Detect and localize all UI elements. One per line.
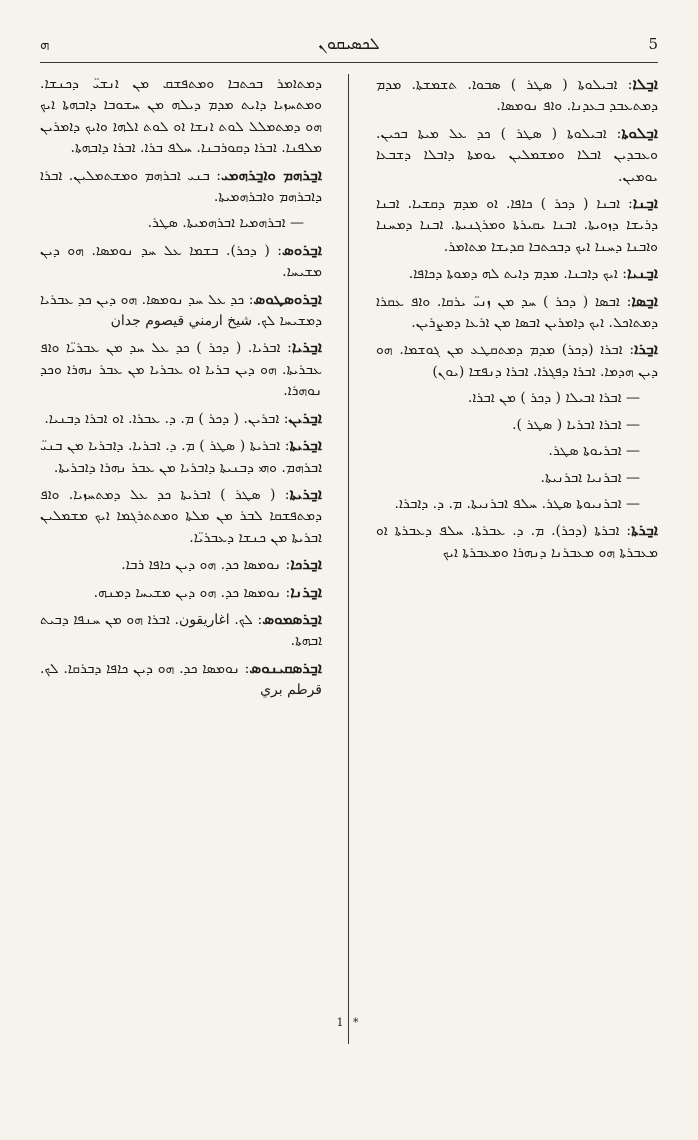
entry-headword: ܐ̱ܒܪܐ <box>634 340 658 359</box>
dictionary-entry <box>40 213 322 234</box>
entry-arabic-gloss: قرطم بري <box>260 682 322 699</box>
entry-text: : ܒܢܝ ܐܒܪܗܡ ܘܡܫܬܡܠܝܢ. ܐܒܪܐ ܕܐܒܪܗܡ ܘܐܒܪܗܡܝܬܐ. <box>40 167 322 206</box>
entry-headword: ܐ̱ܒܪܝܬܐ <box>289 436 322 455</box>
entry-text: : ܐܒܪܐ (ܕܟܪ) ܡܕܡ ܕܡܬܩܛܥ ܡܢ ܓܘܫܡܐ. ܗܘ ܕܝܢ ܗܕܡܐ. ܐܒܪܐ ܕܦܓܪܐ. ܐܒܪܐ ܕܢܦܫܐ (ܝܘܢ) <box>376 342 658 380</box>
entry-text: : ܐܝܟ ܕܐܒܢܐ. ܡܕܡ ܕܐܝܬ ܠܗ ܕܡܘܬܐ ܕܟܐܦܐ. <box>408 266 627 283</box>
entry-headword: ܐ̱ܒܪܟܐ <box>290 555 322 574</box>
entry-headword: ܐ̱ܒܠܘܬܐ <box>621 123 658 142</box>
dictionary-entry <box>376 441 658 462</box>
entry-headword: ܐ̱ܒܪܗܡ ܘܐ̱ܒܪܗܡܝ <box>220 165 322 184</box>
page-number-syriac: ܗ <box>40 35 50 53</box>
dictionary-entry <box>376 520 658 564</box>
entry-text: ܕܡܬܐܡܪ ܒܟܬܒܐ ܘܡܬܦܫܩ ܡܢ ܐܢܫܝ̈ ܕܟܢܫܐ. ܘܡܬܚܙܝܐ ܕܐܝܬ ܡܕܡ ܕܝܠܗ ܡܢ ܚܫܘܒܐ ܕܐܒܗܬܐ ܐܝܟ ܗܘ ܕܡܬܡܠܠ ܠܘܬ ܐܢܫܐ ܐܘ ܠܘܬ ܐܠܗܐ ܘܐܝܟ ܕܐܡܪܝܢ ܡܠܦܢܐ. ܐܒܪܐ ܕܩܘܪܒܢܐ. ܚܠܦ ܒܪܐ. ܐܒܪܐ ܕܐܒܗܬܐ. <box>40 76 322 157</box>
entry-text: — ܐܒܪܝܘܬܐ ܣܛܪ. <box>548 443 640 460</box>
entry-headword: ܐ̱ܒܪܢܐ <box>290 582 322 601</box>
entry-text: : ( ܕܟܪ). ܒܫܡܐ ܥܠ ܚܕ ܢܘܡܣܐ. ܗܘ ܕܝܢ ܡܫܝܚܐ. <box>40 242 322 281</box>
dictionary-entry <box>376 494 658 515</box>
header-rule <box>40 62 658 63</box>
dictionary-entry <box>40 609 322 653</box>
right-column <box>376 74 658 569</box>
dictionary-entry <box>40 658 322 702</box>
dictionary-entry <box>376 468 658 489</box>
entry-headword: ܐ̱ܒܢܝܐ <box>626 264 658 283</box>
entry-text: — ܐܒܪܢܝܘܬܐ ܣܛܪ. ܚܠܦ ܐܒܪܢܝܬܐ. ܡ. ܕ. ܕܐܒܪܐ. <box>394 495 640 512</box>
dictionary-entry <box>40 554 322 576</box>
entry-text: : ܠܟ. اغاريقون. ܐܒܪܐ ܗܘ ܡܢ ܚܢܦܐ ܕܒܝܬ ܐܒܗܬܐ. <box>40 611 322 650</box>
entry-headword: ܐ̱ܒܪܘܣܛܘܣ <box>253 289 322 308</box>
dictionary-entry <box>376 74 658 118</box>
entry-headword: ܐ̱ܒܪܣܩܝܢܘܣ <box>249 658 322 677</box>
entry-headword: ܐ̱ܒܪܝܐ <box>291 338 322 357</box>
entry-text: : ܢܘܡܣܐ ܟܕ. ܗܘ ܕܝܢ ܡܫܝܚܐ ܕܡܢܗ. <box>93 584 291 601</box>
dictionary-entry <box>40 165 322 209</box>
entry-text: — ܐܒܪܐ ܐܒܪܝܐ ( ܣܛܪ ). <box>512 416 640 433</box>
entry-text: : ܐܒܪܬܐ (ܕܟܪ). ܡ. ܕ. ܥܒܪܬܐ. ܚܠܦ ܕܥܒܪܬܐ ܐܘ ܡܥܒܪܬܐ ܗܘ ܡܥܒܪܢܐ ܕܢܗܪܐ ܘܡܥܒܪܬܐ ܐܝܟ <box>376 523 658 561</box>
dictionary-entry <box>40 289 322 333</box>
dictionary-entry <box>40 435 322 479</box>
entry-headword: ܐ̱ܒܪܝܢ <box>288 408 322 427</box>
entry-headword: ܐ̱ܒܣܐ <box>631 291 658 310</box>
entry-headword: ܐ̱ܒܪܘܣ <box>282 240 322 259</box>
entry-text: : ܐܒܝܠܘܬܐ ( ܣܛܪ ) ܣܒܘܐ. ܬܫܡܫܬܐ. ܡܕܡ ܕܡܬܥܒܕ ܒܥܕܢܐ. ܘܐܦ ܢܘܡܣܐ. <box>376 77 658 115</box>
dictionary-entry <box>40 337 322 402</box>
dictionary-entry <box>40 74 322 160</box>
dictionary-entry <box>376 263 658 285</box>
entry-text: — ܐܒܪܐ ܐܒܝܠܐ ( ܕܟܪ ) ܡܢ ܐܒܪܐ. <box>467 390 640 407</box>
entry-text: : ܐܒܢܐ ( ܕܟܪ ) ܟܐܦܐ. ܐܘ ܡܕܡ ܕܩܫܝܐ. ܐܒܢܐ ܕܪܝܫܐ ܕܙܘܝܬܐ. ܐܒܢܐ ܝܩܝܪܬܐ ܘܡܪܓܢܝܬܐ. ܐܒܢܐ ܕܡܚܢܐ ܘܐܒܢܐ ܕܚܢܐ ܐܝܟ ܕܒܟܬܒܐ ܩܕܝܫܐ ܡܬܐܡܪ. <box>376 196 658 255</box>
entry-headword: ܐ̱ܒܠܐ <box>632 75 658 93</box>
entry-headword: ܐ̱ܒܪܝܬܐ <box>289 484 322 503</box>
entry-headword: ܐ̱ܒܢܐ <box>632 194 658 213</box>
entry-text: — ܐܒܪܢܝܐ ܐܒܪܢܝܬܐ. <box>540 469 640 486</box>
entry-text: — ܐܒܪܗܡܝܐ ܐܒܪܗܡܝܬܐ. ܣܛܪ. <box>147 215 304 232</box>
running-title: ܠܟܣܝܩܘܢ <box>318 34 380 53</box>
dictionary-entry <box>376 388 658 409</box>
entry-text: : ܐܒܣܐ ( ܕܟܪ ) ܚܕ ܡܢ ܙܢܝ̈ ܝܪܩܐ. ܘܐܦ ܥܩܪܐ ܕܡܬܐܟܠ. ܐܝܟ ܕܐܡܪܝܢ ܐܒܣܐ ܡܢ ܐܪܥܐ ܕܡܨܪܝܢ. <box>376 293 658 332</box>
entry-text: : ܐܒܪܝܬܐ ( ܣܛܪ ) ܡ. ܕ. ܐܒܪܝܐ. ܕܐܒܪܝܐ ܡܢ ܒܢܝ̈ ܐܒܪܗܡ. ܘܗܝ ܕܒܢܝܬܐ ܕܐܒܪܝܐ ܡܢ ܥܒܪ ܢܗܪܐ ܕܐܒܪܝܬܐ. <box>40 438 322 476</box>
entry-text: : ܐܒܪܝܐ. ( ܕܟܪ ) ܟܕ ܥܠ ܚܕ ܡܢ ܥܒܪܝ̈ܐ ܘܐܦ ܥܒܪܝܬܐ. ܗܘ ܕܝܢ ܒܪܝܐ ܐܘ ܥܒܪܝܐ ܡܢ ܥܒܪ ܢܗܪܐ ܘܟܕ ܢܘܗܪܐ. <box>40 340 322 400</box>
entry-headword: ܐ̱ܒܪܬܐ <box>631 521 658 540</box>
dictionary-entry <box>376 339 658 383</box>
entry-headword: ܐ̱ܒܪܣܡܘܣ <box>262 609 322 628</box>
entry-arabic-gloss: شيخ ارمني قيصوم جدان <box>110 313 253 330</box>
signature-mark: 1 * <box>336 1016 362 1029</box>
dictionary-entry <box>40 240 322 284</box>
entry-text: : ܢܘܡܣܐ ܟܕ. ܗܘ ܕܝܢ ܟܐܦܐ ܪܒܐ. <box>121 557 291 574</box>
dictionary-entry <box>40 484 322 549</box>
entry-text: : ܐܒܪܝܢ. ( ܕܟܪ ) ܡ. ܕ. ܥܒܪܐ. ܐܘ ܐܒܪܐ ܕܒܢܝܐ. <box>44 410 289 427</box>
dictionary-entry <box>376 193 658 258</box>
dictionary-entry <box>40 408 322 430</box>
left-column <box>40 74 322 707</box>
entry-text: : ܐܒܝܠܘܬܐ ( ܣܛܪ ) ܟܕ ܥܠ ܡܝܬܐ ܒܟܝܢ. ܘܥܒܕܝܢ ܐܒܠܐ ܘܡܫܡܠܝܢ ܝܘܡܬܐ ܕܐܒܠܐ ܕܫܒܥܐ ܝܘܡܝܢ. <box>376 125 658 185</box>
entry-text: : ( ܣܛܪ ) ܐܒܪܝܬܐ ܟܕ ܥܠ ܕܡܬܚܙܝܐ. ܘܐܦ ܕܡܬܦܫܩܐ ܠܒܪ ܡܢ ܡܠܬܐ ܘܡܬܬܪܓܡܐ ܐܝܟ ܡܫܡܠܝܢ ܐܒܪܝܬܐ ܡܢ ܟܢܫܐ ܕܥܒܪܝ̈ܐ. <box>40 486 322 546</box>
page-header <box>40 32 658 56</box>
entry-text: : ܢܘܡܣܐ ܟܕ. ܗܘ ܕܝܢ ܟܐܦܐ ܕܒܪܩܐ. ܠܟ. <box>40 660 250 677</box>
page-number: 5 <box>648 35 658 53</box>
dictionary-entry <box>376 415 658 436</box>
dictionary-entry <box>376 291 658 335</box>
dictionary-entry <box>40 582 322 604</box>
column-divider <box>348 74 349 1044</box>
dictionary-entry <box>376 123 658 188</box>
entry-text: : ܟܕ ܥܠ ܚܕ ܢܘܡܣܐ. ܗܘ ܕܝܢ ܟܕ ܥܒܪܝܐ ܕܡܫܝܚܐ ܠܟ. <box>40 291 322 330</box>
